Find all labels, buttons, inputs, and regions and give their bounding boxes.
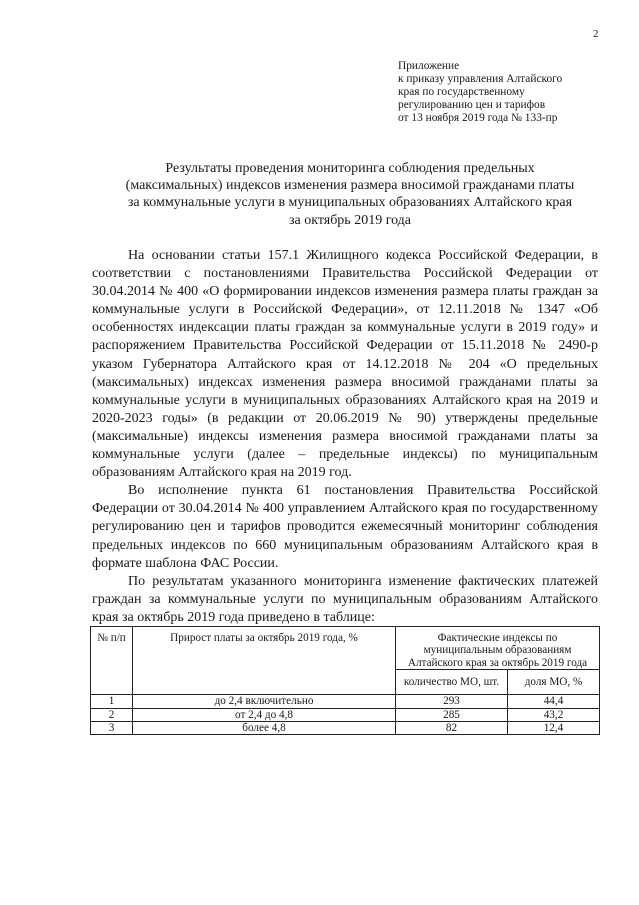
header-count: количество МО, шт. — [396, 670, 508, 695]
header-actual: Фактические индексы по муниципальным образованиям Алтайского края за октябрь 2019 года — [396, 627, 600, 670]
appendix-line: регулированию цен и тарифов — [398, 99, 546, 111]
row-num: 2 — [91, 708, 133, 721]
paragraph: По результатам указанного мониторинга изменение фактических платежей граждан за коммунальные услуги по муниципальным образованиям Алтайского края за октябрь 2019 года приведено в таблице: — [92, 573, 598, 625]
appendix-line: края по государственному — [398, 86, 525, 98]
paragraph: Во исполнение пункта 61 постановления Правительства Российской Федерации от 30.04.2014 № 400 управлением Алтайского края по государственному регулированию цен и тарифов проводится ежемесячный мониторинг соблюдения предельных индексов по 660 муниципальным образованиям Алтайского края в формате шаблона ФАС России. — [92, 483, 598, 571]
row-num: 1 — [91, 695, 133, 708]
row-count: 82 — [396, 722, 508, 735]
results-table — [90, 626, 600, 735]
row-range: более 4,8 — [133, 722, 396, 735]
header-num: № п/п — [91, 627, 133, 695]
row-range: до 2,4 включительно — [133, 695, 396, 708]
title-line: Результаты проведения мониторинга соблюдения предельных — [165, 161, 535, 176]
table-header-row — [91, 627, 600, 670]
table-row — [91, 708, 600, 721]
appendix-line: от 13 ноября 2019 года № 133-пр — [398, 112, 558, 124]
row-range: от 2,4 до 4,8 — [133, 708, 396, 721]
table-row — [91, 695, 600, 708]
document-body — [92, 247, 598, 627]
row-share: 12,4 — [508, 722, 600, 735]
row-num: 3 — [91, 722, 133, 735]
document-title — [60, 160, 639, 229]
title-line: за коммунальные услуги в муниципальных образованиях Алтайского края — [127, 195, 573, 211]
row-count: 293 — [396, 695, 508, 708]
header-share: доля МО, % — [508, 670, 600, 695]
appendix-block — [398, 60, 562, 125]
table-row — [91, 722, 600, 735]
title-line: (максимальных) индексов изменения размера вносимой гражданами платы — [125, 178, 575, 194]
page-number: 2 — [593, 28, 599, 40]
row-count: 285 — [396, 708, 508, 721]
title-line: за октябрь 2019 года — [288, 212, 412, 228]
row-share: 43,2 — [508, 708, 600, 721]
appendix-line: Приложение — [398, 60, 460, 72]
header-growth: Прирост платы за октябрь 2019 года, % — [133, 627, 396, 695]
row-share: 44,4 — [508, 695, 600, 708]
paragraph: На основании статьи 157.1 Жилищного кодекса Российской Федерации, в соответствии с постановлениями Правительства Российской Федерации от 30.04.2014 № 400 «О формировании индексов изменения размера платы граждан за коммунальные услуги в Российской Федерации», от 12.11.2018 № 1347 «Об особенностях индексации платы граждан за коммунальные услуги в 2019 году» и распоряжением Правительства Российской Федерации от 15.11.2018 № 2490-р указом Губернатора Алтайского края от 14.12.2018 № 204 «О предельных (максимальных) индексах изменения размера вносимой гражданами платы за коммунальные услуги в муниципальных образованиях Алтайского края на 2019 и 2020-2023 годы» (в редакции от 20.06.2019 № 90) утверждены предельные (максимальные) индексы изменения размера вносимой гражданами платы за коммунальные услуги (далее – предельные индексы) по муниципальным образованиям Алтайского края на 2019 год. — [92, 248, 598, 481]
appendix-line: к приказу управления Алтайского — [398, 73, 563, 85]
